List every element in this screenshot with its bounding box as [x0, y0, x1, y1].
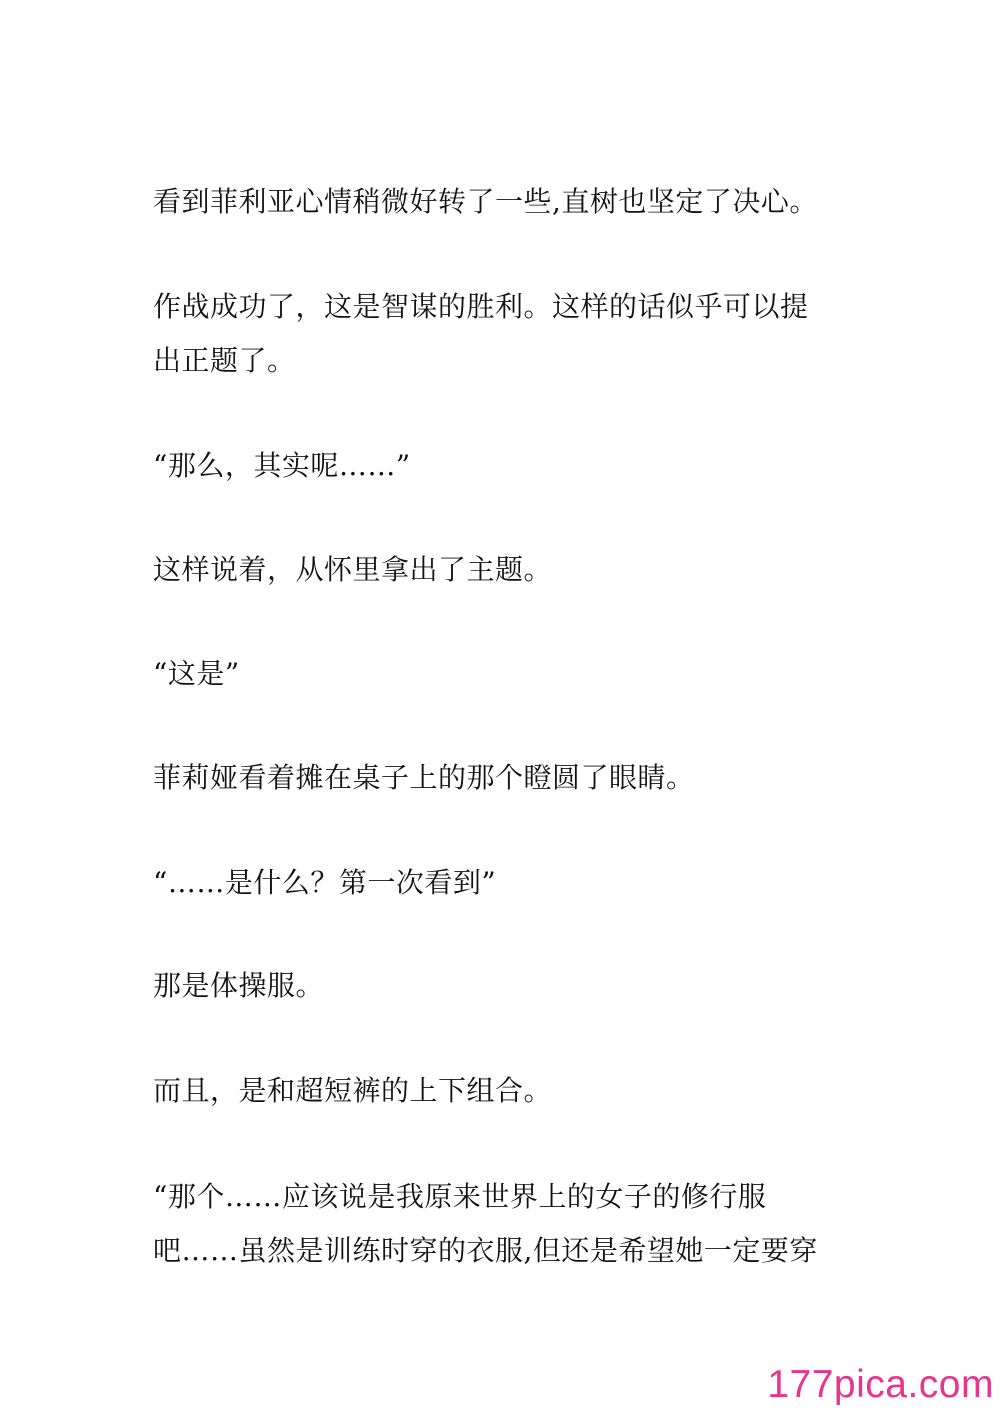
watermark: 177pica.com	[767, 1363, 994, 1406]
paragraph	[153, 543, 853, 597]
text-line: “那个……应该说是我原来世界上的女子的修行服	[153, 1180, 767, 1213]
text-line: 那是体操服。	[153, 969, 325, 1002]
text-line: 菲莉娅看着摊在桌子上的那个瞪圆了眼睛。	[153, 761, 695, 794]
text-line: 这样说着，从怀里拿出了主题。	[153, 553, 553, 586]
paragraph	[153, 175, 853, 229]
text-line: “……是什么？第一次看到”	[153, 866, 497, 899]
text-line: “那么，其实呢……”	[153, 449, 411, 482]
text-line: 而且，是和超短裤的上下组合。	[153, 1074, 553, 1107]
text-line: 看到菲利亚心情稍微好转了一些,直树也坚定了决心。	[153, 185, 818, 218]
text-line: “这是”	[153, 657, 240, 690]
paragraph	[153, 856, 853, 910]
paragraph	[153, 751, 853, 805]
paragraph	[153, 1170, 853, 1278]
text-line: 出正题了。	[153, 344, 296, 377]
paragraph	[153, 439, 853, 493]
text-line: 吧……虽然是训练时穿的衣服,但还是希望她一定要穿	[153, 1234, 818, 1267]
paragraph	[153, 1064, 853, 1118]
paragraph	[153, 647, 853, 701]
text-line: 作战成功了，这是智谋的胜利。这样的话似乎可以提	[153, 290, 809, 323]
paragraph	[153, 959, 853, 1013]
paragraph	[153, 280, 853, 388]
